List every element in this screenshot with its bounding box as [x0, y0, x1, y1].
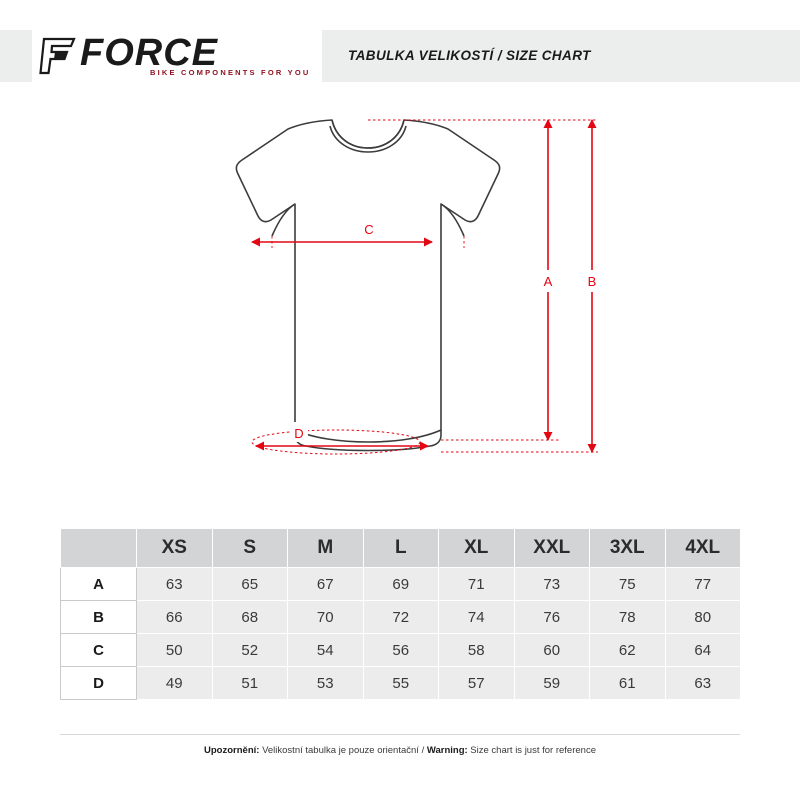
- cell-a-xs: 63: [137, 568, 213, 601]
- tshirt-measurement-diagram: [0, 100, 800, 510]
- size-chart-table: [60, 528, 741, 700]
- tshirt-outline: [236, 120, 499, 451]
- cell-c-3xl: 62: [590, 634, 666, 667]
- cell-a-m: 67: [288, 568, 364, 601]
- cell-c-xxl: 60: [514, 634, 590, 667]
- brand-logo: [32, 30, 322, 82]
- table-row: [61, 601, 741, 634]
- dimension-b-arrow: [582, 120, 602, 452]
- footer-divider: [60, 734, 740, 735]
- column-header-s: S: [212, 529, 288, 568]
- cell-d-xl: 57: [439, 667, 515, 700]
- table-row: [61, 667, 741, 700]
- brand-logo-text: FORCE: [80, 32, 218, 74]
- column-header-l: L: [363, 529, 439, 568]
- footer-warning-text-en: Size chart is just for reference: [467, 745, 596, 756]
- cell-c-s: 52: [212, 634, 288, 667]
- table-corner-cell: [61, 529, 137, 568]
- row-label-a: A: [61, 568, 137, 601]
- cell-c-m: 54: [288, 634, 364, 667]
- cell-a-xxl: 73: [514, 568, 590, 601]
- cell-d-s: 51: [212, 667, 288, 700]
- cell-b-s: 68: [212, 601, 288, 634]
- cell-d-xs: 49: [137, 667, 213, 700]
- cell-b-xxl: 76: [514, 601, 590, 634]
- column-header-xxl: XXL: [514, 529, 590, 568]
- cell-c-l: 56: [363, 634, 439, 667]
- force-f-logo-icon: [38, 36, 78, 76]
- dimension-d-label: D: [294, 426, 304, 441]
- cell-a-4xl: 77: [665, 568, 741, 601]
- row-label-b: B: [61, 601, 137, 634]
- column-header-xs: XS: [137, 529, 213, 568]
- table-row: [61, 634, 741, 667]
- cell-b-xs: 66: [137, 601, 213, 634]
- page-title: TABULKA VELIKOSTÍ / SIZE CHART: [348, 48, 591, 63]
- header: [0, 30, 800, 82]
- cell-b-l: 72: [363, 601, 439, 634]
- cell-a-xl: 71: [439, 568, 515, 601]
- size-chart-table-wrapper: [60, 528, 740, 700]
- column-header-3xl: 3XL: [590, 529, 666, 568]
- table-header-row: [61, 529, 741, 568]
- cell-d-m: 53: [288, 667, 364, 700]
- cell-a-s: 65: [212, 568, 288, 601]
- row-label-c: C: [61, 634, 137, 667]
- footer-warning-label-cs: Upozornění:: [204, 745, 260, 756]
- footer-warning-text-cs: Velikostní tabulka je pouze orientační /: [259, 745, 427, 756]
- dimension-c-label: C: [364, 222, 374, 237]
- table-row: [61, 568, 741, 601]
- dimension-b-label: B: [587, 274, 597, 289]
- cell-a-l: 69: [363, 568, 439, 601]
- cell-c-xl: 58: [439, 634, 515, 667]
- cell-d-xxl: 59: [514, 667, 590, 700]
- row-label-d: D: [61, 667, 137, 700]
- tshirt-diagram-svg: [0, 100, 800, 510]
- footer-warning-label-en: Warning:: [426, 745, 468, 756]
- cell-c-4xl: 64: [665, 634, 741, 667]
- column-header-m: M: [288, 529, 364, 568]
- dimension-a-label: A: [543, 274, 553, 289]
- cell-d-l: 55: [363, 667, 439, 700]
- cell-c-xs: 50: [137, 634, 213, 667]
- dimension-a-arrow: [538, 120, 558, 440]
- cell-d-4xl: 63: [665, 667, 741, 700]
- cell-b-4xl: 80: [665, 601, 741, 634]
- brand-logo-tagline: BIKE COMPONENTS FOR YOU: [150, 68, 311, 77]
- column-header-xl: XL: [439, 529, 515, 568]
- cell-b-m: 70: [288, 601, 364, 634]
- cell-a-3xl: 75: [590, 568, 666, 601]
- cell-d-3xl: 61: [590, 667, 666, 700]
- cell-b-xl: 74: [439, 601, 515, 634]
- column-header-4xl: 4XL: [665, 529, 741, 568]
- footer-disclaimer: [0, 745, 800, 756]
- cell-b-3xl: 78: [590, 601, 666, 634]
